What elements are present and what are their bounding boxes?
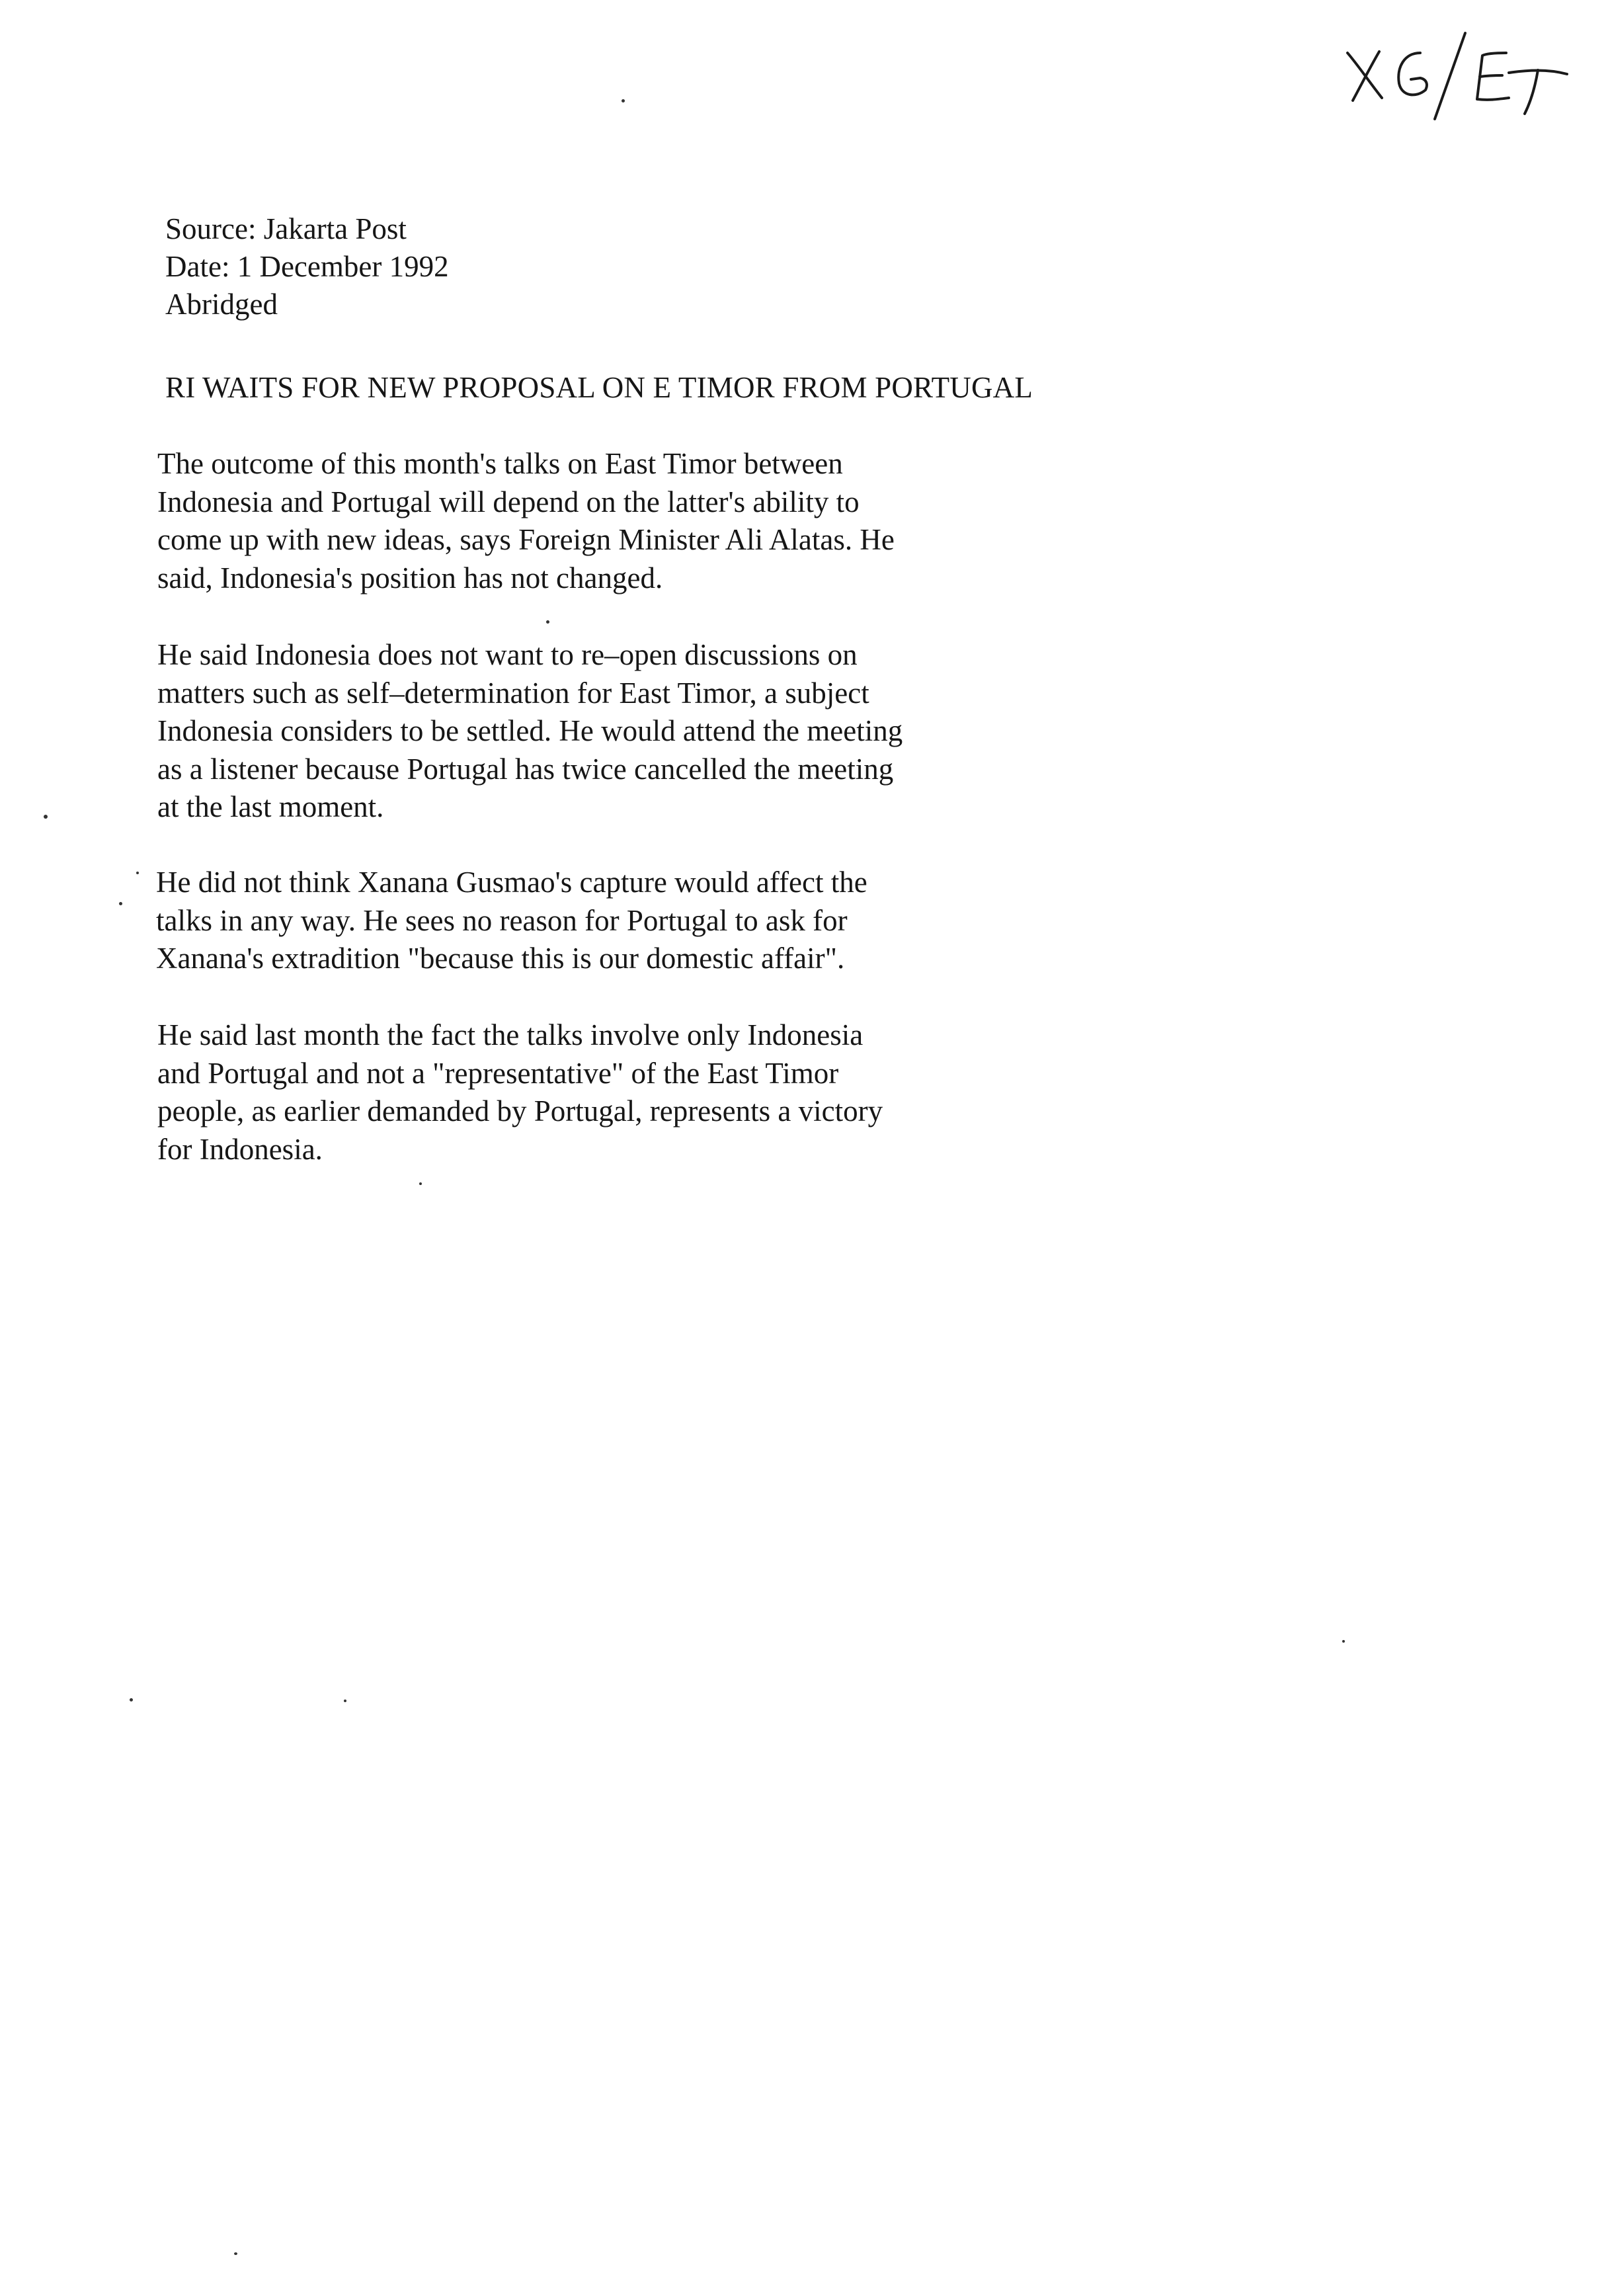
paragraph-line: Indonesia considers to be settled. He would attend the meeting — [157, 714, 903, 747]
scan-speck — [119, 902, 122, 905]
paragraph-line: said, Indonesia's position has not changed. — [157, 561, 663, 594]
date-line: Date: 1 December 1992 — [165, 250, 449, 283]
scan-speck — [234, 2252, 237, 2255]
scan-speck — [622, 99, 625, 102]
paragraph-line: The outcome of this month's talks on East Timor between — [157, 447, 843, 480]
scan-speck — [136, 872, 139, 874]
paragraph-line: and Portugal and not a "representative" of the East Timor — [157, 1056, 839, 1090]
paragraph-line: talks in any way. He sees no reason for Portugal to ask for — [156, 903, 848, 937]
handwritten-annotation — [1336, 26, 1574, 126]
paragraph-line: He did not think Xanana Gusmao's capture would affect the — [156, 866, 867, 899]
scan-speck — [1342, 1640, 1345, 1643]
paragraph-line: matters such as self–determination for East Timor, a subject — [157, 676, 869, 710]
paragraph-1 — [157, 445, 895, 597]
handwritten-annotation-drawing — [1336, 26, 1574, 126]
source-line: Source: Jakarta Post — [165, 212, 407, 245]
scan-speck — [546, 620, 549, 624]
paragraph-3 — [156, 864, 867, 978]
paragraph-line: Indonesia and Portugal will depend on the latter's ability to — [157, 485, 860, 518]
scan-speck — [344, 1700, 346, 1702]
abridged-note: Abridged — [165, 288, 278, 321]
paragraph-line: as a listener because Portugal has twice cancelled the meeting — [157, 752, 894, 786]
article-metadata — [165, 210, 449, 323]
paragraph-line: Xanana's extradition "because this is our domestic affair". — [156, 942, 845, 975]
paragraph-2 — [157, 636, 903, 827]
scan-speck — [130, 1698, 133, 1702]
article-headline: RI WAITS FOR NEW PROPOSAL ON E TIMOR FROM PORTUGAL — [165, 371, 1033, 404]
paragraph-line: at the last moment. — [157, 790, 384, 823]
paragraph-line: for Indonesia. — [157, 1132, 323, 1166]
scan-speck — [419, 1182, 422, 1185]
paragraph-line: come up with new ideas, says Foreign Minister Ali Alatas. He — [157, 523, 895, 556]
paragraph-line: people, as earlier demanded by Portugal, represents a victory — [157, 1094, 883, 1128]
paragraph-4 — [157, 1016, 883, 1168]
paragraph-line: He said Indonesia does not want to re–open discussions on — [157, 638, 858, 671]
scan-speck — [44, 815, 48, 819]
paragraph-line: He said last month the fact the talks involve only Indonesia — [157, 1018, 864, 1051]
